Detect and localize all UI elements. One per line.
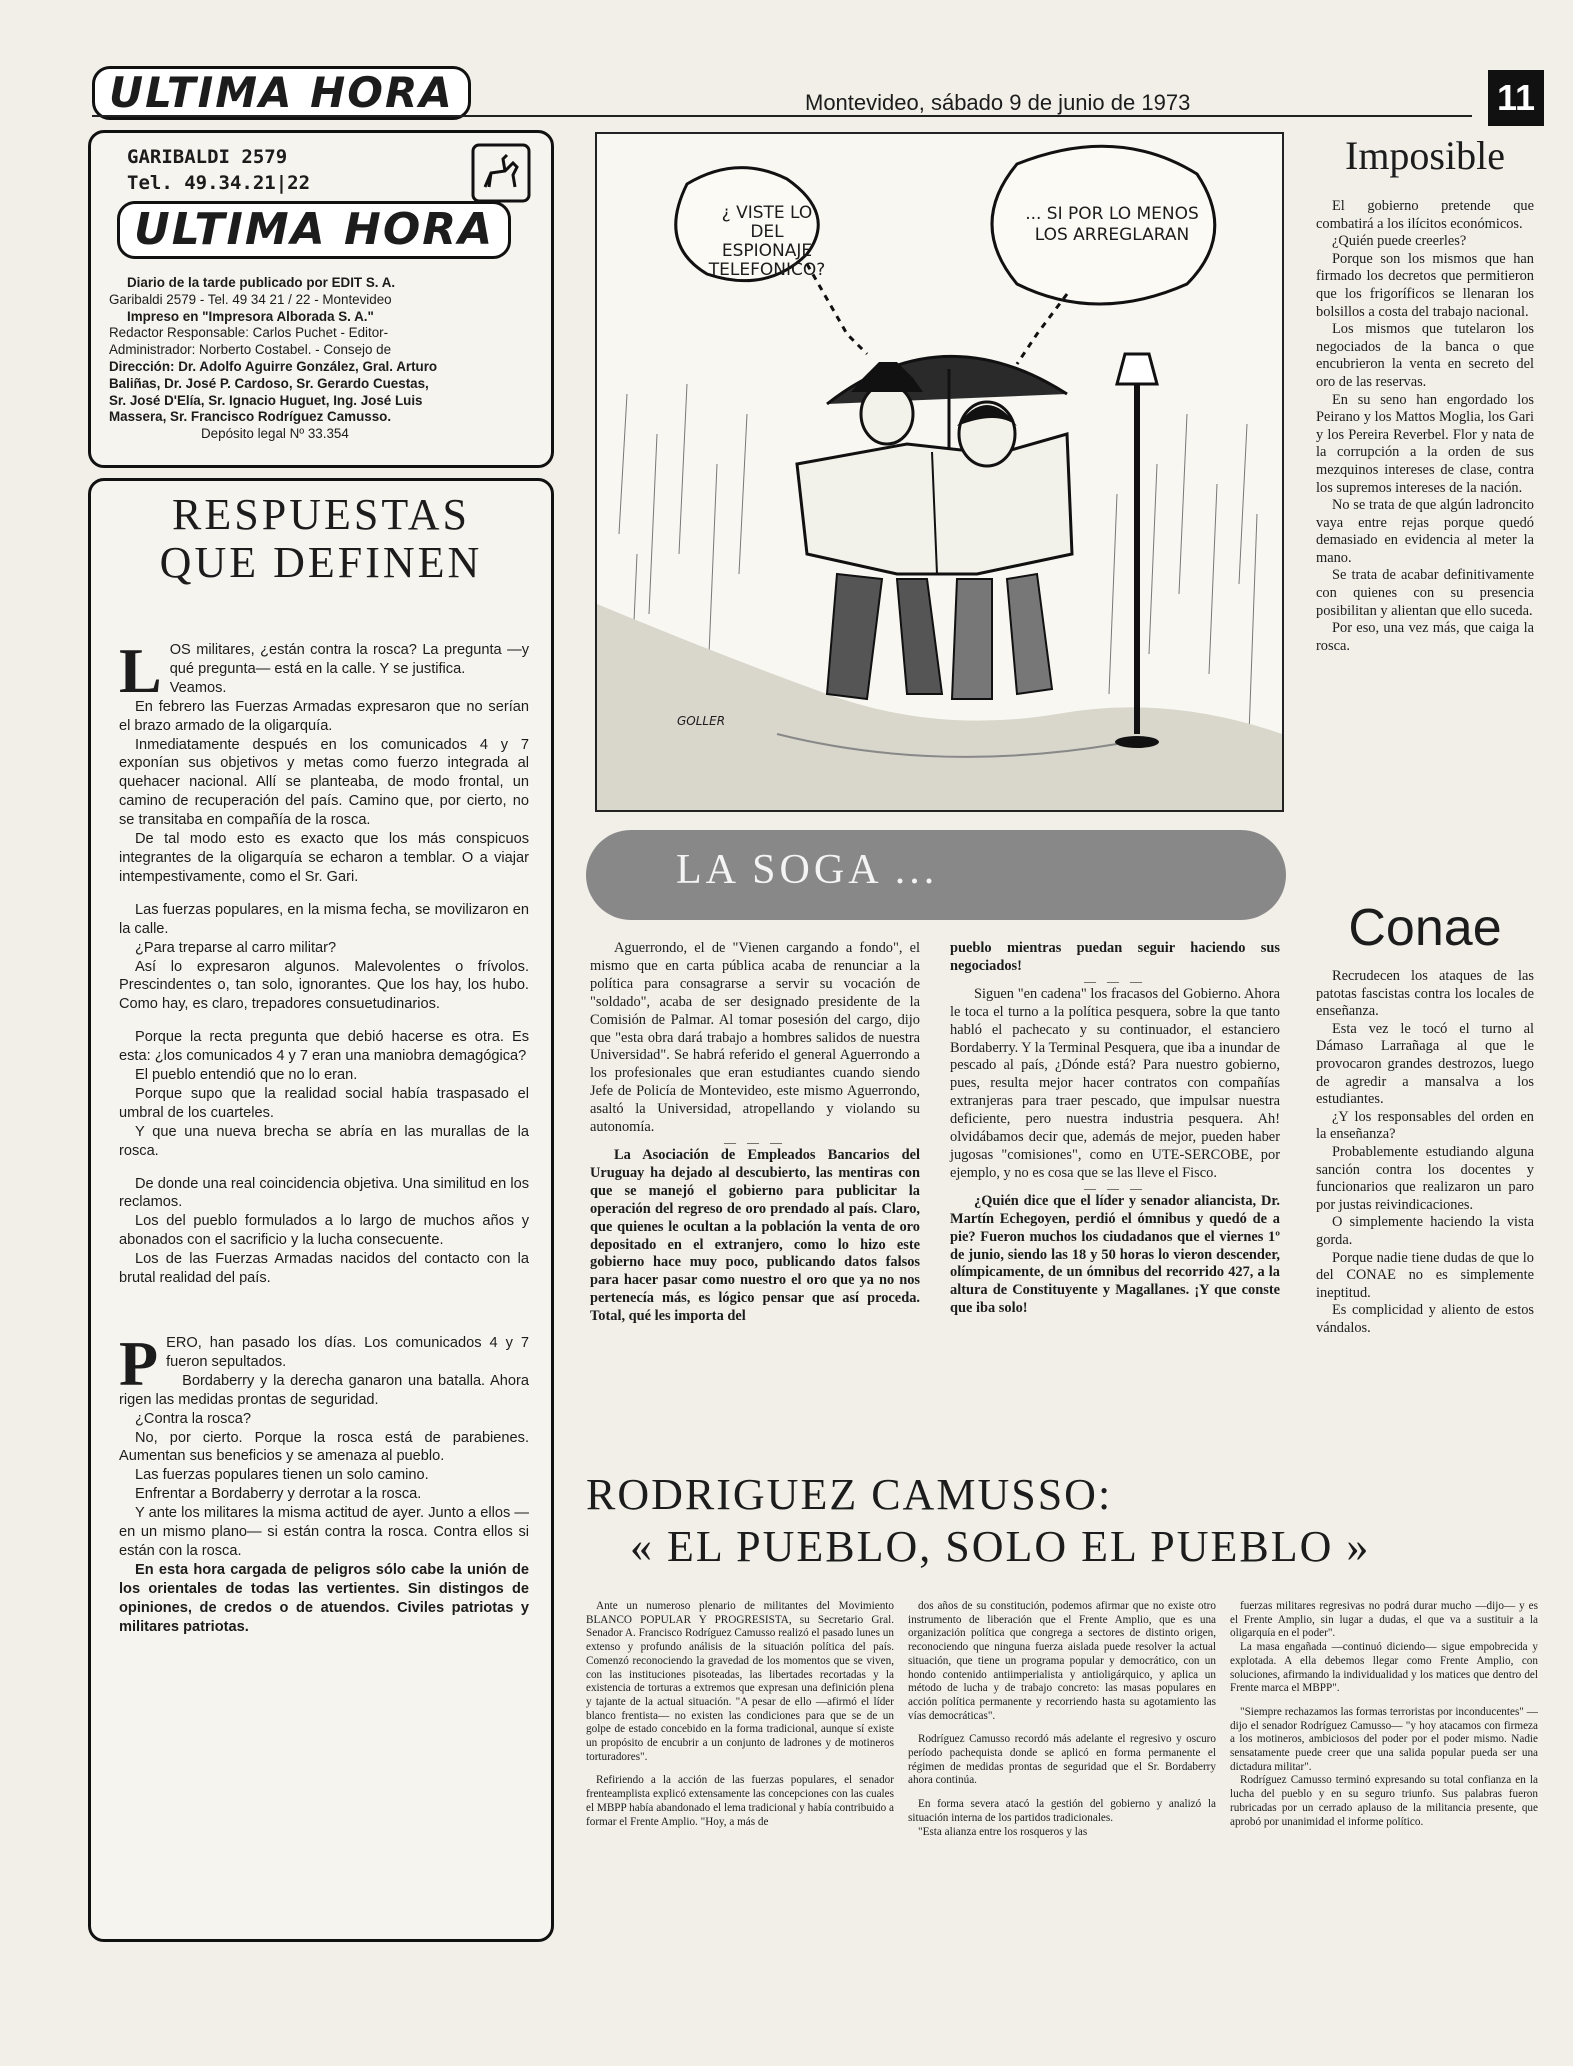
staff-phone: Tel. 49.34.21|22 xyxy=(127,172,311,194)
dateline: Montevideo, sábado 9 de junio de 1973 xyxy=(805,90,1191,115)
camusso-column-1: Ante un numeroso plenario de militantes del Movimiento BLANCO POPULAR Y PROGRESISTA, su Secretario Gral. Senador A. Francisco Rodríguez Camusso realizó el pasado lunes un extenso y profundo análisis de la situación política del país. Comenzó reconociendo la gravedad de los momentos que se viven, con las instituciones pisoteadas, las libertades recortadas y la existencia de torturas a extremos que expresan una definición plena y tajante de la actual situación. "A pesar de ello —afirmó el líder blanco frentista— no existen las condiciones para que se de un golpe de estado concebido en la forma tradicional, aunque sí existe un propósito de encubrir a un conjunto de ladrones y de motineros torturadores". Refiriendo a la acción de las fuerzas populares, el senador frenteamplista explicó extensamente las concepciones con las cuales el MBPP había abandonado el lema tradicional y había contribuido a formar el Frente Amplio. "Hoy, a más de xyxy=(586,1600,894,1828)
camusso-column-3: fuerzas militares regresivas no podrá durar mucho —dijo— y es el Frente Amplio, sin lugar a dudas, el que va a sustituir a la oligarquía en el poder". La masa engañada —continuó diciendo— sigue empobrecida y explotada. A ella debemos llegar como Frente Amplio, con soluciones, afirmando la individualidad y los matices que dentro del Frente marca el MBPP". "Siempre rechazamos las formas terroristas por inconducentes" —dijo el senador Rodríguez Camusso— "y hoy atacamos con firmeza a los motineros, ambiciosos del poder por el poder mismo. Nadie sensatamente puede creer que una salida popular pueda ser una dictadura militar". Rodríguez Camusso terminó expresando su total confianza en la lucha del pueblo y en su seguro triunfo. Sus palabras fueron rubricadas por un cerrado aplauso de la militancia presente, que aprobó por unanimidad el informe político. xyxy=(1230,1600,1538,1828)
horse-rider-icon xyxy=(471,143,531,203)
camusso-headline-2: « EL PUEBLO, SOLO EL PUEBLO » xyxy=(630,1522,1371,1571)
camusso-column-2: dos años de su constitución, podemos afirmar que no existe otro instrumento de liberación que el Frente Amplio, que es una organización política que congrega a sectores de distinto origen, reconociendo que ninguna fuerza aislada puede resolver la actual situación, que tiene un programa popular y democrático, con un hondo contenido antiimperialista y antioligárquico, y aplica un método de lucha y de trabajo concreto: las masas populares en acción política permanente y recorriendo hasta su agotamiento las vías democráticas". Rodríguez Camusso recordó más adelante el regresivo y oscuro período pachequista donde se aplicó en forma permanente el régimen de medidas prontas de seguridad que el Sr. Bordaberry ahora continúa. En forma severa atacó la gestión del gobierno y analizó la situación interna de los partidos tradicionales. "Esta alianza entre los rosqueros y las xyxy=(908,1600,1216,1838)
drop-cap: P xyxy=(119,1328,159,1399)
staff-logo: ULTIMA HORA xyxy=(117,201,511,259)
editorial-box xyxy=(88,478,554,1942)
conae-body: Recrudecen los ataques de las patotas fascistas contra los locales de enseñanza. Esta vez le tocó el turno al Dámaso Larrañaga al que le provocaron grandes destrozos, luego de agredir a mansalva a los estudiantes. ¿Y los responsables del orden en la enseñanza? Probablemente estudiando alguna sanción contra los docentes y funcionarios que realizaron un paro por justas reivindicaciones. O simplemente haciendo la vista gorda. Porque nadie tiene dudas de que lo del CONAE no es simplemente ineptitud. Es complicidad y aliento de estos vándalos. xyxy=(1316,968,1534,1336)
soga-column-2: pueblo mientras puedan seguir haciendo sus negociados! — — — Siguen "en cadena" los fracasos del Gobierno. Ahora le toca el turno a la política pesquera, sobre la que tanto habló el pachecato y su continuador, el estanciero Bordaberry. Y la Terminal Pesquera, que iba a inundar de pescado al país, ¿Dónde está? Para nuestro gobierno, pues, resulta mejor hacer contratos con compañías extranjeras para traer pescado, que impulsar nuestra deficiente, pero nuestra industria pesquera. Ah! olvidábamos decir que, además de mejor, pueden haber jugosas "comisiones", como en UTE-SERCOBE, por ejemplo, y no es cosa que se las lleve el Fisco. — — — ¿Quién dice que el líder y senador aliancista, Dr. Martín Echegoyen, perdió el ómnibus y quedó de a pie? Fueron muchos los ciudadanos que el viernes 1º de junio, siendo las 18 y 50 horas lo vieron descender, olímpicamente, de un ómnibus del recorrido 427, a la altura de Constituyente y Magallanes. ¡Y que conste que iba solo! xyxy=(950,940,1280,1317)
masthead-logo: ULTIMA HORA xyxy=(92,66,471,120)
speech-bubble-right: ... SI POR LO MENOS LOS ARREGLARAN xyxy=(1025,204,1199,245)
editorial-body: LOS militares, ¿están contra la rosca? La pregunta —y qué pregunta— está en la calle. Y se justifica. Veamos. En febrero las Fuerzas Armadas expresaron que no serían el brazo armado de la oligarquía. Inmediatamente después en los comunicados 4 y 7 exponían sus objetivos y metas como fuerzo integrada al quehacer nacional. Allí se planteaba, de modo frontal, un camino de recuperación del país. Camino que, por cierto, no se transitaba en compañía de la rosca. De tal modo esto es exacto que los más conspicuos integrantes de la oligarquía se echaron a temblar. O a viajar intempestivamente, como el Sr. Gari. Las fuerzas populares, en la misma fecha, se movilizaron en la calle. ¿Para treparse al carro militar? Así lo expresaron algunos. Malevolentes o frívolos. Prescindentes o, tan solo, ignorantes. Que los hay, los hubo. Como hay, es claro, trepadores consuetudinarios. Porque la recta pregunta que debió hacerse es otra. Es esta: ¿los comunicados 4 y 7 eran una maniobra demagógica? El pueblo entendió que no lo eran. Porque supo que la realidad social había traspasado el umbral de los cuarteles. Y que una nueva brecha se abría en las murallas de la rosca. De donde una real coincidencia objetiva. Una similitud en los reclamos. Los del pueblo formulados a lo largo de muchos años y abonados con el sacrificio y la lucha consecuente. Los de las Fuerzas Armadas nacidos del contacto con la brutal realidad del país. PERO, han pasado los días. Los comunicados 4 y 7 fueron sepultados. Bordaberry y la derecha ganaron una batalla. Ahora rigen las medidas prontas de seguridad. ¿Contra la rosca? No, por cierto. Porque la rosca está de parabienes. Aumentan sus beneficios y se amenaza al pueblo. Las fuerzas populares tienen un solo camino. Enfrentar a Bordaberry y derrotar a la rosca. Y ante los militares la misma actitud de ayer. Junto a ellos —en un mismo plano— si están contra la rosca. Contra ellos si están con la rosca. En esta hora cargada de peligros sólo cabe la unión de los orientales de todas las vertientes. Sin distingos de opiniones, de credos o de atuendos. Civiles patriotas y militares patriotas. xyxy=(119,635,529,1635)
banner-title: LA SOGA ... xyxy=(676,847,939,893)
la-soga-banner xyxy=(586,830,1286,920)
cartoon-signature: GOLLER xyxy=(677,714,726,728)
conae-title: Conae xyxy=(1348,899,1502,957)
soga-column-1: Aguerrondo, el de "Vienen cargando a fondo", el mismo que en carta pública acaba de renunciar a la política para consagrarse a servir su vocación de "soldado", acaba de ser designado presidente de la Comisión de Palmar. Al tomar posesión del cargo, dijo que "esta obra dará trabajo a hombres salidos de nuestra Universidad". Se habrá referido el general Aguerrondo a los profesionales que eran estudiantes cuando siendo Jefe de Policía de Montevideo, este mismo Aguerrondo, asaltó la Universidad, atropellando y violando su autonomía. — — — La Asociación de Empleados Bancarios del Uruguay ha dejado al descubierto, las mentiras con que se manejó el gobierno para publicitar la operación del regreso de oro prendado al país. Claro, que quienes le ocultan a la población la venta de oro depositado en el extranjero, como lo hizo este gobierno hace muy poco, publicando datos falsos para hacer pasar como nuestro el oro que ya no nos pertenecía más, es lógico pensar que así proceda. Total, qué les importa del xyxy=(590,940,920,1325)
editorial-title: RESPUESTAS QUE DEFINEN xyxy=(159,490,483,587)
page-number: 11 xyxy=(1488,70,1544,126)
staff-credits: Diario de la tarde publicado por EDIT S. A. Garibaldi 2579 - Tel. 49 34 21 / 22 - Montevideo Impreso en "Impresora Alborada S. A." Redactor Responsable: Carlos Puchet - Editor- Administrador: Norberto Costabel. - Consejo de Dirección: Dr. Adolfo Aguirre González, Gral. Arturo Baliñas, Dr. José P. Cardoso, Sr. Gerardo Cuestas, Sr. José D'Elía, Sr. Ignacio Huguet, Ing. José Luis Massera, Sr. Francisco Rodríguez Camusso. Depósito legal Nº 33.354 xyxy=(109,275,438,442)
cartoon xyxy=(595,132,1284,812)
drop-cap: L xyxy=(119,635,162,706)
camusso-headline-1: RODRIGUEZ CAMUSSO: xyxy=(586,1470,1113,1519)
masthead-rule xyxy=(92,115,1472,117)
speech-bubble-left: ¿ VISTE LO DEL ESPIONAJE TELEFONICO? xyxy=(708,203,826,280)
imposible-title: Imposible xyxy=(1345,133,1505,178)
staff-box xyxy=(88,130,554,468)
staff-address: GARIBALDI 2579 xyxy=(127,146,288,168)
imposible-body: El gobierno pretende que combatirá a los ilícitos económicos. ¿Quién puede creerles? Porque son los mismos que han firmado los decretos que permitieron que los frigoríficos se llenaran los bolsillos a costa del trabajo nacional. Los mismos que tutelaron los negociados de la banca o que encubrieron la venta en secreto del oro de las reservas. En su seno han engordado los Peirano y los Mattos Moglia, los Gari y los Pereira Reverbel. Flor y nata de la corrupción a la orden de sus mezquinos intereses de clase, contra los supremos intereses de la nación. No se trata de que algún ladroncito vaya entre rejas porque quedó demasiado en evidencia al meter la mano. Se trata de acabar definitivamente con quienes con su presencia posibilitan y alientan que ello suceda. Por eso, una vez más, que caiga la rosca. xyxy=(1316,198,1534,654)
